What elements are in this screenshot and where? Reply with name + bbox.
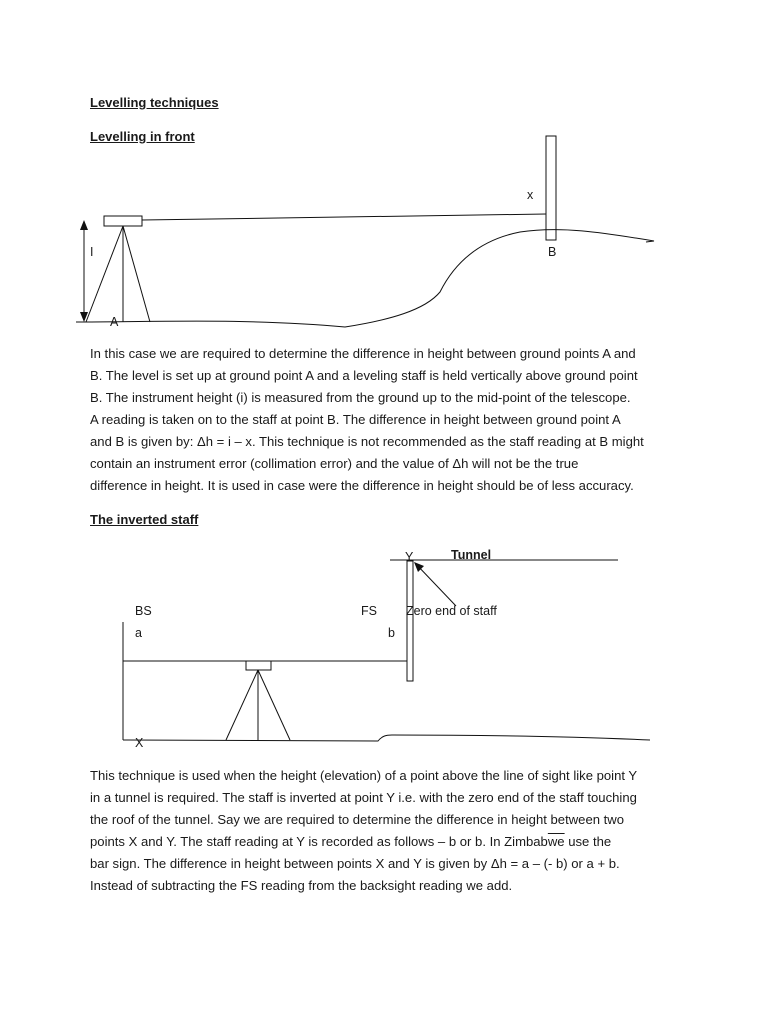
zero-end-pointer	[415, 563, 456, 606]
level-telescope	[104, 216, 142, 226]
heading-levelling-in-front: Levelling in front	[90, 129, 195, 144]
overlined-text: $\overline{we}$	[547, 834, 565, 849]
label-fs: FS	[361, 604, 377, 618]
diagram-inverted-staff	[0, 540, 768, 755]
line-text: points X and Y. The staff reading at Y is recorded as follows – b or b. In Zimbab	[90, 834, 548, 849]
line-of-sight	[142, 214, 546, 220]
heading-levelling-techniques: Levelling techniques	[90, 95, 219, 110]
paragraph-line: in a tunnel is required. The staff is inverted at point Y i.e. with the zero end of the staff touching	[90, 790, 637, 805]
levelling-staff	[546, 136, 556, 240]
heading-inverted-staff: The inverted staff	[90, 512, 199, 527]
tripod-leg-right	[123, 226, 150, 322]
paragraph-line: This technique is used when the height (elevation) of a point above the line of sight like point Y	[90, 768, 638, 783]
label-y: Y	[405, 550, 414, 564]
label-a: a	[135, 626, 142, 640]
label-i: I	[90, 245, 94, 259]
label-a: A	[110, 315, 119, 329]
label-x: X	[135, 736, 144, 750]
paragraph-line: A reading is taken on to the staff at point B. The difference in height between ground point A	[90, 412, 621, 427]
paragraph-line: the roof of the tunnel. Say we are required to determine the difference in height between two	[90, 812, 625, 827]
tripod-leg-left	[226, 670, 258, 740]
label-b: B	[548, 245, 557, 259]
label-zero-end: Zero end of staff	[406, 604, 497, 618]
label-tunnel: Tunnel	[451, 548, 492, 562]
paragraph-line: In this case we are required to determine the difference in height between ground points A and	[90, 346, 636, 361]
paragraph-line: bar sign. The difference in height between points X and Y is given by Δh = a – (- b) or a + b.	[90, 856, 620, 871]
paragraph-line: and B is given by: Δh = i – x. This technique is not recommended as the staff reading at B might	[90, 434, 644, 449]
diagram-levelling-in-front	[0, 130, 768, 335]
line-text: use the	[564, 834, 612, 849]
paragraph-line: Instead of subtracting the FS reading from the backsight reading we add.	[90, 878, 513, 893]
paragraph-line: B. The level is set up at ground point A and a leveling staff is held vertically above ground point	[90, 368, 638, 383]
label-bs: BS	[135, 604, 152, 618]
level-instrument	[246, 661, 271, 670]
paragraph-inverted-staff	[90, 765, 690, 897]
paragraph-line: difference in height. It is used in case were the difference in height should be of less accuracy.	[90, 478, 634, 493]
tripod-leg-left	[86, 226, 123, 322]
paragraph-levelling-in-front	[90, 343, 690, 497]
label-b: b	[388, 626, 395, 640]
ground-profile	[76, 230, 654, 327]
tripod-leg-right	[258, 670, 290, 740]
paragraph-line	[90, 831, 690, 853]
paragraph-line: contain an instrument error (collimation error) and the value of Δh will not be the true	[90, 456, 579, 471]
ground-line	[123, 735, 650, 741]
label-x: x	[527, 188, 534, 202]
inverted-staff	[407, 561, 413, 681]
arrow-head-up	[80, 220, 88, 230]
paragraph-line: B. The instrument height (i) is measured from the ground up to the mid-point of the telescope.	[90, 390, 631, 405]
